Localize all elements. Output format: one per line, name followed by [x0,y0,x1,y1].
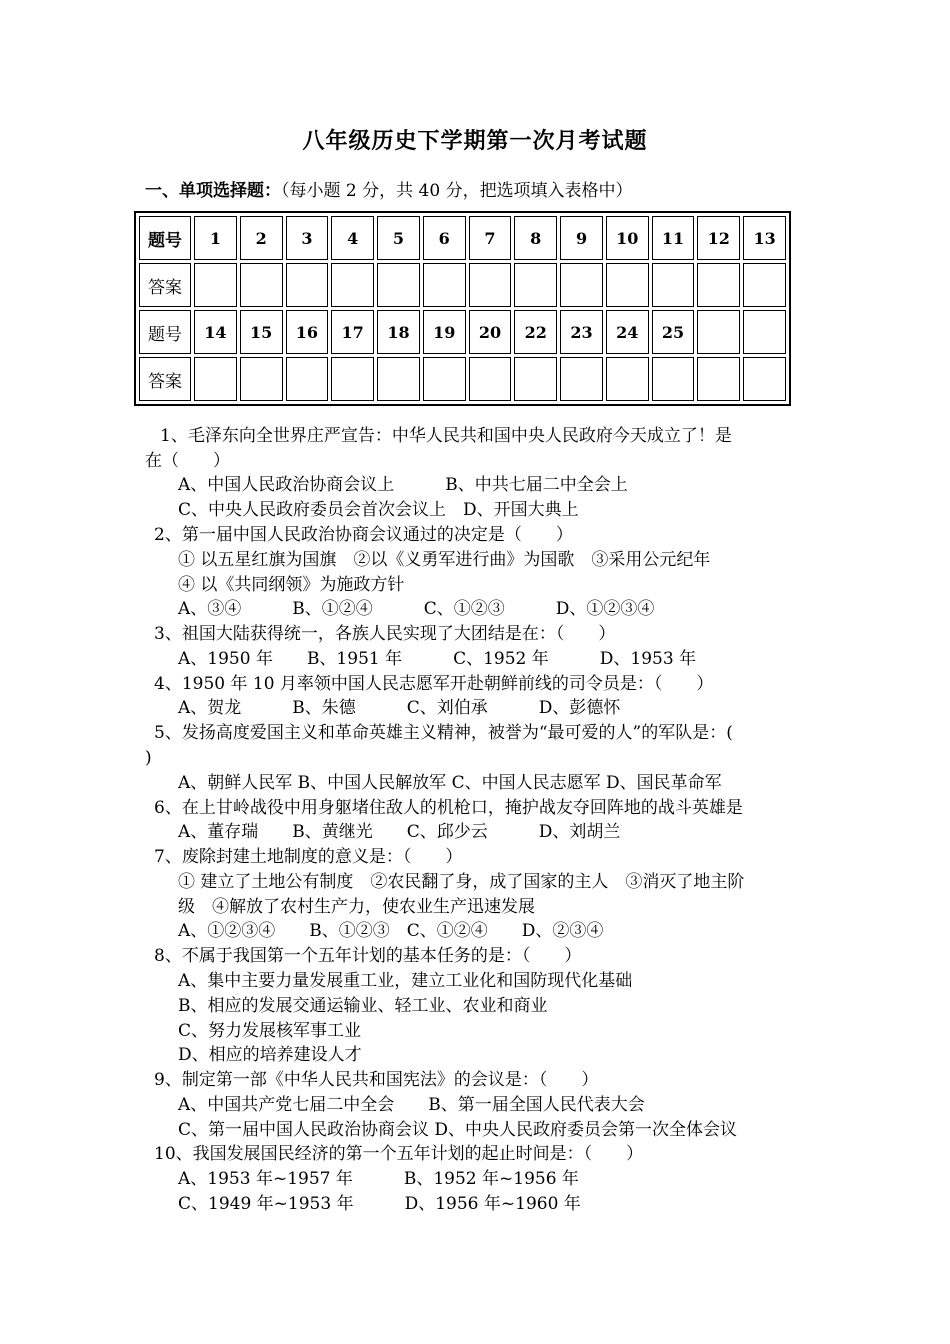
question-number-cell: 18 [377,310,420,354]
table-row-answers-1 [139,263,786,307]
question-text: 7、废除封建土地制度的意义是：（ ） [154,847,463,867]
question-number-cell: 1 [194,216,237,260]
answer-cell[interactable] [514,357,557,401]
option-line: A、①②③④ B、①②③ C、①②④ D、②③④ [178,921,604,941]
answer-cell[interactable] [743,263,786,307]
answer-cell[interactable] [331,263,374,307]
question-text: 8、不属于我国第一个五年计划的基本任务的是：（ ） [154,946,582,966]
question-number-cell: 15 [240,310,283,354]
question-number-cell: 25 [652,310,695,354]
option-line: A、1953 年~1957 年 B、1952 年~1956 年 [178,1169,579,1189]
answer-cell[interactable] [331,357,374,401]
option-line: A、董存瑞 B、黄继光 C、邱少云 D、刘胡兰 [178,822,621,842]
question-number-cell: 14 [194,310,237,354]
question-number-cell: 2 [240,216,283,260]
answer-cell[interactable] [469,357,512,401]
table-row-answers-2 [139,357,786,401]
question-number-cell: 24 [606,310,649,354]
option-line: A、朝鲜人民军 B、中国人民解放军 C、中国人民志愿军 D、国民革命军 [178,773,722,793]
question-number-cell: 5 [377,216,420,260]
option-line: D、相应的培养建设人才 [178,1045,362,1065]
question-number-cell: 3 [286,216,329,260]
option-line: A、1950 年 B、1951 年 C、1952 年 D、1953 年 [178,649,697,669]
question-number-cell [697,310,740,354]
answer-cell[interactable] [194,263,237,307]
page-title: 八年级历史下学期第一次月考试题 [302,128,648,154]
question-number-cell: 7 [469,216,512,260]
option-line: C、1949 年~1953 年 D、1956 年~1960 年 [178,1194,581,1214]
option-line: B、相应的发展交通运输业、轻工业、农业和商业 [178,996,548,1016]
option-line: A、中国人民政治协商会议上 B、中共七届二中全会上 [178,475,628,495]
section-heading: 一、单项选择题： [145,181,281,201]
option-line: C、中央人民政府委员会首次会议上 D、开国大典上 [178,500,579,520]
row-label-number: 题号 [139,216,191,260]
answer-cell[interactable] [240,263,283,307]
question-text: 1、毛泽东向全世界庄严宣告：中华人民共和国中央人民政府今天成立了！是 [160,426,732,446]
row-label-number: 题号 [139,310,191,354]
option-line: A、贺龙 B、朱德 C、刘伯承 D、彭德怀 [178,698,621,718]
answer-cell[interactable] [377,357,420,401]
answer-cell[interactable] [652,357,695,401]
question-text: 4、1950 年 10 月率领中国人民志愿军开赴朝鲜前线的司令员是：（ ） [154,674,714,694]
option-line: A、集中主要力量发展重工业，建立工业化和国防现代化基础 [178,971,633,991]
question-text: 9、制定第一部《中华人民共和国宪法》的会议是：（ ） [154,1070,599,1090]
question-number-cell: 12 [697,216,740,260]
answer-cell[interactable] [423,357,466,401]
answer-cell[interactable] [377,263,420,307]
answer-cell[interactable] [286,263,329,307]
answer-cell[interactable] [194,357,237,401]
question-text: 5、发扬高度爱国主义和革命英雄主义精神，被誉为“最可爱的人”的军队是：( [154,723,733,743]
answer-cell[interactable] [743,357,786,401]
question-number-cell: 10 [606,216,649,260]
question-number-cell: 6 [423,216,466,260]
question-number-cell: 22 [514,310,557,354]
answer-table [134,211,791,406]
answer-cell[interactable] [514,263,557,307]
question-number-cell: 17 [331,310,374,354]
question-number-cell: 11 [652,216,695,260]
statement-line: 级 ④解放了农村生产力，使农业生产迅速发展 [178,897,535,917]
question-number-cell: 23 [560,310,603,354]
answer-cell[interactable] [697,357,740,401]
table-row-numbers-1 [139,216,786,260]
option-line: A、中国共产党七届二中全会 B、第一届全国人民代表大会 [178,1095,645,1115]
question-number-cell: 20 [469,310,512,354]
section-header [145,176,633,201]
answer-cell[interactable] [560,357,603,401]
statement-line: ④ 以《共同纲领》为施政方针 [178,575,405,595]
section-note: （每小题 2 分，共 40 分，把选项填入表格中） [281,181,633,201]
answer-cell[interactable] [697,263,740,307]
statement-line: ① 建立了土地公有制度 ②农民翻了身，成了国家的主人 ③消灭了地主阶 [178,872,745,892]
option-line: A、③④ B、①②④ C、①②③ D、①②③④ [178,599,655,619]
question-number-cell: 13 [743,216,786,260]
option-line: C、第一届中国人民政治协商会议 D、中央人民政府委员会第一次全体会议 [178,1120,738,1140]
answer-cell[interactable] [606,263,649,307]
answer-cell[interactable] [469,263,512,307]
question-text: 10、我国发展国民经济的第一个五年计划的起止时间是：（ ） [154,1144,644,1164]
question-number-cell: 4 [331,216,374,260]
question-text: ) [145,748,152,768]
question-text: 6、在上甘岭战役中用身躯堵住敌人的机枪口，掩护战友夺回阵地的战斗英雄是 [154,798,743,818]
option-line: C、努力发展核军事工业 [178,1021,362,1041]
answer-cell[interactable] [240,357,283,401]
question-number-cell [743,310,786,354]
question-number-cell: 16 [286,310,329,354]
answer-cell[interactable] [560,263,603,307]
statement-line: ① 以五星红旗为国旗 ②以《义勇军进行曲》为国歌 ③采用公元纪年 [178,550,711,570]
table-row-numbers-2 [139,310,786,354]
answer-cell[interactable] [606,357,649,401]
question-text: 在（ ） [145,451,230,471]
row-label-answer: 答案 [139,263,191,307]
answer-cell[interactable] [423,263,466,307]
row-label-answer: 答案 [139,357,191,401]
question-number-cell: 19 [423,310,466,354]
question-number-cell: 8 [514,216,557,260]
question-number-cell: 9 [560,216,603,260]
answer-cell[interactable] [652,263,695,307]
question-text: 3、祖国大陆获得统一，各族人民实现了大团结是在：（ ） [154,624,616,644]
question-text: 2、第一届中国人民政治协商会议通过的决定是（ ） [154,525,573,545]
answer-cell[interactable] [286,357,329,401]
